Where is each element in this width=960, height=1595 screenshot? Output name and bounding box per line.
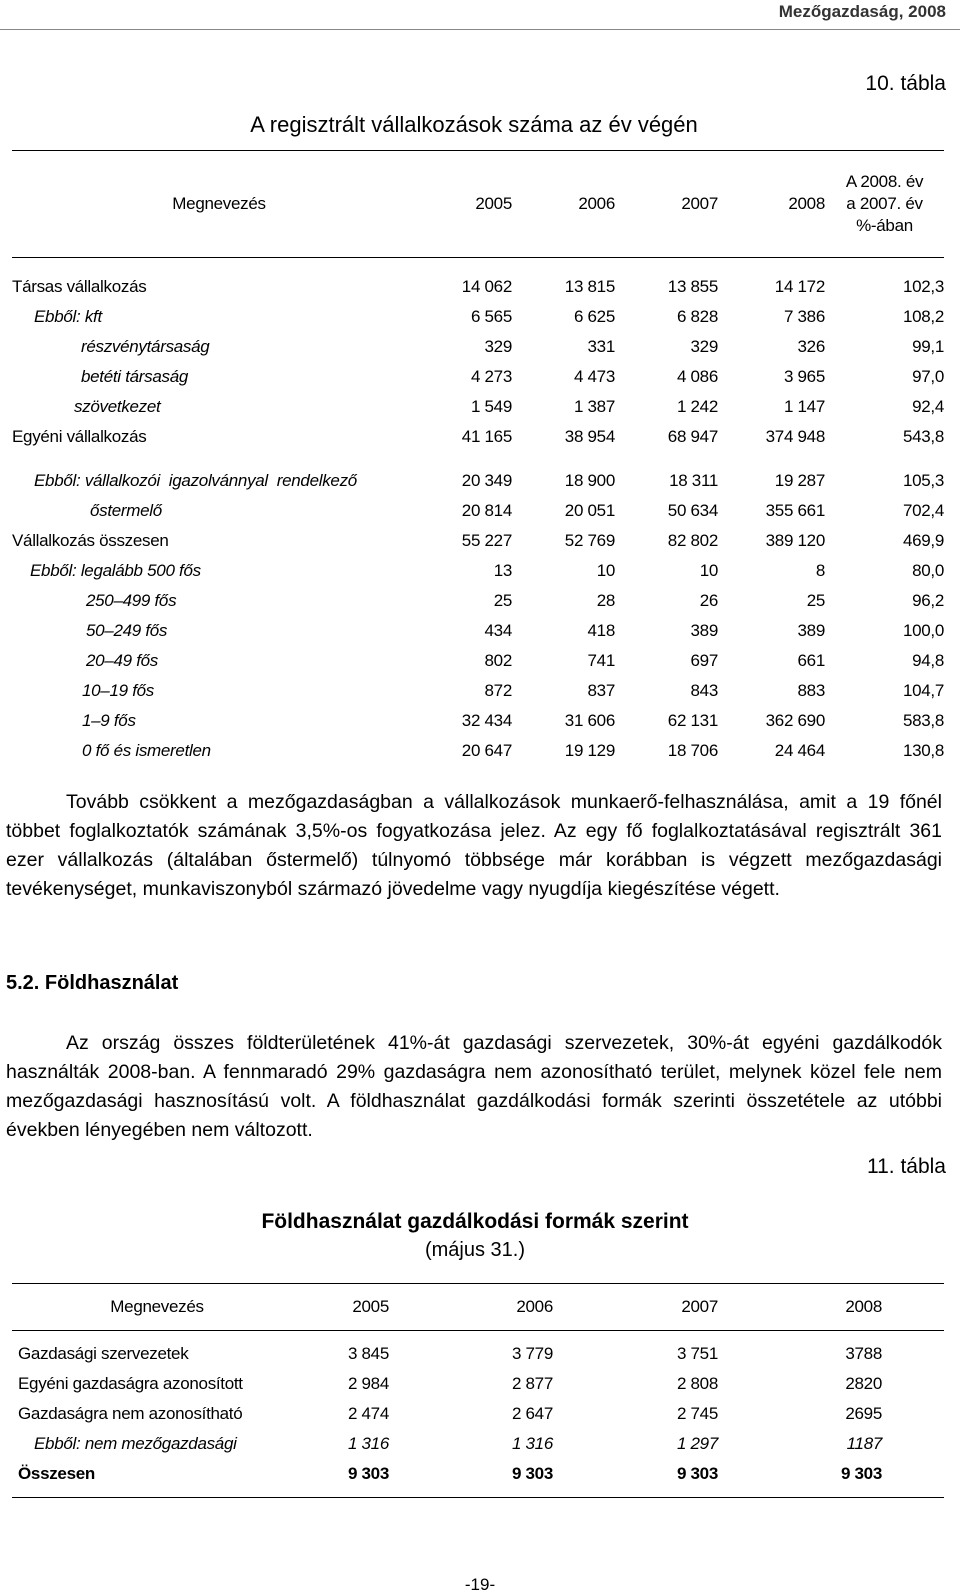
cell-value: 469,9 xyxy=(902,531,944,550)
cell-value: 9 303 xyxy=(347,1464,389,1483)
row-label: Ebből: legalább 500 fős xyxy=(30,561,201,580)
cell-value: 10 xyxy=(596,561,615,580)
table1-number: 10. tábla xyxy=(865,72,946,95)
cell-value: 326 xyxy=(797,337,825,356)
cell-value: 543,8 xyxy=(902,427,944,446)
cell-value: 38 954 xyxy=(564,427,615,446)
cell-value: 50 634 xyxy=(667,501,718,520)
cell-value: 1 147 xyxy=(783,397,825,416)
cell-value: 19 129 xyxy=(564,741,615,760)
cell-value: 108,2 xyxy=(902,307,944,326)
cell-value: 18 900 xyxy=(564,471,615,490)
cell-value: 26 xyxy=(699,591,718,610)
table-row xyxy=(12,526,944,556)
cell-value: 3 965 xyxy=(783,367,825,386)
cell-value: 1 297 xyxy=(676,1434,718,1453)
cell-value: 130,8 xyxy=(902,741,944,760)
cell-value: 1 316 xyxy=(511,1434,553,1453)
table2-header-2008: 2008 xyxy=(718,1284,882,1331)
cell-value: 697 xyxy=(690,651,718,670)
cell-value: 6 828 xyxy=(676,307,718,326)
cell-value: 374 948 xyxy=(765,427,825,446)
cell-value: 331 xyxy=(587,337,615,356)
table-row xyxy=(12,332,944,362)
cell-value: 14 062 xyxy=(461,277,512,296)
table2-title: Földhasználat gazdálkodási formák szerint xyxy=(261,1210,689,1233)
cell-value: 583,8 xyxy=(902,711,944,730)
cell-value: 20 814 xyxy=(461,501,512,520)
cell-value: 55 227 xyxy=(461,531,512,550)
table1-header-ratio-line3: %-ában xyxy=(856,216,913,235)
table-row xyxy=(12,646,944,676)
row-label: 20–49 fős xyxy=(86,651,158,670)
table2-subtitle: (május 31.) xyxy=(424,1239,526,1261)
cell-value: 25 xyxy=(493,591,512,610)
cell-value: 2 877 xyxy=(511,1374,553,1393)
table-row xyxy=(12,392,944,422)
cell-value: 4 086 xyxy=(676,367,718,386)
table-row xyxy=(12,302,944,332)
cell-value: 1187 xyxy=(846,1434,882,1453)
cell-value: 68 947 xyxy=(667,427,718,446)
cell-value: 102,3 xyxy=(902,277,944,296)
table1-header-ratio xyxy=(825,151,944,258)
cell-value: 355 661 xyxy=(765,501,825,520)
cell-value: 18 706 xyxy=(667,741,718,760)
cell-value: 389 xyxy=(690,621,718,640)
table1-header-2007: 2007 xyxy=(615,151,718,258)
table2-header-2005: 2005 xyxy=(302,1284,389,1331)
row-label: Összesen xyxy=(18,1464,95,1483)
cell-value: 100,0 xyxy=(902,621,944,640)
cell-value: 1 242 xyxy=(676,397,718,416)
row-label: Társas vállalkozás xyxy=(12,277,147,296)
cell-value: 3788 xyxy=(845,1344,882,1363)
row-label: betéti társaság xyxy=(81,367,189,386)
cell-value: 105,3 xyxy=(902,471,944,490)
cell-value: 1 549 xyxy=(470,397,512,416)
row-label: Gazdaságra nem azonosítható xyxy=(18,1404,243,1423)
cell-value: 2 474 xyxy=(347,1404,389,1423)
row-label: 50–249 fős xyxy=(86,621,168,640)
cell-value: 1 387 xyxy=(573,397,615,416)
table-row xyxy=(12,586,944,616)
table-row xyxy=(12,1339,944,1369)
table-row xyxy=(12,466,944,496)
cell-value: 20 647 xyxy=(461,741,512,760)
cell-value: 2 647 xyxy=(511,1404,553,1423)
row-label: 1–9 fős xyxy=(82,711,136,730)
cell-value: 418 xyxy=(587,621,615,640)
cell-value: 329 xyxy=(484,337,512,356)
table1-header-2005: 2005 xyxy=(426,151,512,258)
table1-header-2006: 2006 xyxy=(512,151,615,258)
row-label: Ebből: kft xyxy=(34,307,102,326)
header-divider xyxy=(0,29,960,30)
table-row xyxy=(12,1459,944,1489)
table-row xyxy=(12,1429,944,1459)
row-label: Ebből: nem mezőgazdasági xyxy=(34,1434,237,1453)
cell-value: 24 464 xyxy=(774,741,825,760)
cell-value: 13 815 xyxy=(564,277,615,296)
row-label: 10–19 fős xyxy=(82,681,154,700)
row-label: Gazdasági szervezetek xyxy=(18,1344,189,1363)
cell-value: 32 434 xyxy=(461,711,512,730)
table2-number: 11. tábla xyxy=(866,1155,946,1178)
cell-value: 883 xyxy=(797,681,825,700)
page-number: -19- xyxy=(464,1575,496,1594)
row-label: Egyéni vállalkozás xyxy=(12,427,147,446)
paragraph-land-use xyxy=(6,1029,942,1145)
cell-value: 6 625 xyxy=(573,307,615,326)
cell-value: 843 xyxy=(690,681,718,700)
cell-value: 31 606 xyxy=(564,711,615,730)
table1-header-label: Megnevezés xyxy=(12,151,426,258)
cell-value: 1 316 xyxy=(347,1434,389,1453)
table-row xyxy=(12,496,944,526)
cell-value: 9 303 xyxy=(840,1464,882,1483)
cell-value: 741 xyxy=(587,651,615,670)
row-label: Vállalkozás összesen xyxy=(12,531,169,550)
table2 xyxy=(12,1283,944,1498)
cell-value: 19 287 xyxy=(774,471,825,490)
cell-value: 434 xyxy=(484,621,512,640)
cell-value: 661 xyxy=(797,651,825,670)
cell-value: 2 984 xyxy=(347,1374,389,1393)
table1-header-row xyxy=(12,151,944,258)
table-row xyxy=(12,556,944,586)
table2-header-label: Megnevezés xyxy=(12,1284,302,1331)
running-header: Mezőgazdaság, 2008 xyxy=(778,2,946,21)
cell-value: 9 303 xyxy=(511,1464,553,1483)
row-label: Egyéni gazdaságra azonosított xyxy=(18,1374,243,1393)
table-row xyxy=(12,1369,944,1399)
cell-value: 329 xyxy=(690,337,718,356)
row-label: szövetkezet xyxy=(74,397,161,416)
cell-value: 872 xyxy=(484,681,512,700)
cell-value: 96,2 xyxy=(912,591,944,610)
table-row xyxy=(12,1399,944,1429)
cell-value: 10 xyxy=(699,561,718,580)
table-row xyxy=(12,362,944,392)
cell-value: 8 xyxy=(815,561,825,580)
section-heading: 5.2. Földhasználat xyxy=(6,972,179,994)
cell-value: 389 120 xyxy=(765,531,825,550)
cell-value: 28 xyxy=(596,591,615,610)
cell-value: 4 473 xyxy=(573,367,615,386)
table1-header-ratio-line2: a 2007. év xyxy=(846,194,923,213)
cell-value: 52 769 xyxy=(564,531,615,550)
table2-header-2006: 2006 xyxy=(389,1284,553,1331)
cell-value: 14 172 xyxy=(774,277,825,296)
cell-value: 13 xyxy=(493,561,512,580)
table-row xyxy=(12,272,944,302)
cell-value: 41 165 xyxy=(461,427,512,446)
row-label: 0 fő és ismeretlen xyxy=(82,741,211,760)
paragraph-employment xyxy=(6,788,942,904)
row-label: részvénytársaság xyxy=(81,337,210,356)
cell-value: 2820 xyxy=(845,1374,882,1393)
cell-value: 362 690 xyxy=(765,711,825,730)
cell-value: 4 273 xyxy=(470,367,512,386)
cell-value: 62 131 xyxy=(667,711,718,730)
cell-value: 3 845 xyxy=(347,1344,389,1363)
cell-value: 2695 xyxy=(845,1404,882,1423)
cell-value: 837 xyxy=(587,681,615,700)
table1-header-ratio-line1: A 2008. év xyxy=(845,172,924,191)
cell-value: 2 745 xyxy=(676,1404,718,1423)
cell-value: 94,8 xyxy=(912,651,944,670)
table1 xyxy=(12,150,944,766)
cell-value: 7 386 xyxy=(783,307,825,326)
cell-value: 389 xyxy=(797,621,825,640)
cell-value: 3 779 xyxy=(511,1344,553,1363)
table-row xyxy=(12,616,944,646)
cell-value: 25 xyxy=(806,591,825,610)
cell-value: 6 565 xyxy=(470,307,512,326)
table-row xyxy=(12,706,944,736)
cell-value: 82 802 xyxy=(667,531,718,550)
table1-header-2008: 2008 xyxy=(718,151,825,258)
cell-value: 97,0 xyxy=(912,367,944,386)
cell-value: 13 855 xyxy=(667,277,718,296)
table-row xyxy=(12,736,944,766)
cell-value: 104,7 xyxy=(902,681,944,700)
cell-value: 702,4 xyxy=(902,501,944,520)
row-label: őstermelő xyxy=(90,501,162,520)
cell-value: 2 808 xyxy=(676,1374,718,1393)
row-label: 250–499 fős xyxy=(86,591,177,610)
paragraph-employment-text: Tovább csökkent a mezőgazdaságban a vállalkozások munkaerő-felhasználása, amit a 19 főnél többet foglalkoztatók számának 3,5%-os fogyatkozása jelez. Az egy fő foglalkoztatásával regisztrált 361 ezer vállalkozás (általában őstermelő) túlnyomó többsége már korábban is végzett mezőgazdasági tevékenységet, munkaviszonyból származó jövedelme vagy nyugdíja kiegészítése végett. xyxy=(6,791,942,900)
cell-value: 9 303 xyxy=(676,1464,718,1483)
cell-value: 18 311 xyxy=(669,471,718,490)
table2-header-row xyxy=(12,1284,944,1331)
cell-value: 3 751 xyxy=(676,1344,718,1363)
table2-header-2007: 2007 xyxy=(553,1284,718,1331)
row-label: Ebből: vállalkozói igazolvánnyal rendelkező xyxy=(34,471,357,490)
paragraph-land-use-text: Az ország összes földterületének 41%-át gazdasági szervezetek, 30%-át egyéni gazdálkodók használták 2008-ban. A fennmaradó 29% gazdaságra nem azonosítható terület, melynek közel fele nem mezőgazdasági hasznosítású volt. A földhasználat gazdálkodási formák szerinti összetétele az utóbbi években lényegében nem változott. xyxy=(6,1032,942,1141)
cell-value: 802 xyxy=(484,651,512,670)
table1-title: A regisztrált vállalkozások száma az év végén xyxy=(250,112,698,137)
cell-value: 99,1 xyxy=(912,337,944,356)
cell-value: 20 349 xyxy=(461,471,512,490)
cell-value: 20 051 xyxy=(564,501,615,520)
cell-value: 92,4 xyxy=(912,397,944,416)
table-row xyxy=(12,676,944,706)
cell-value: 80,0 xyxy=(912,561,944,580)
table-row xyxy=(12,422,944,452)
